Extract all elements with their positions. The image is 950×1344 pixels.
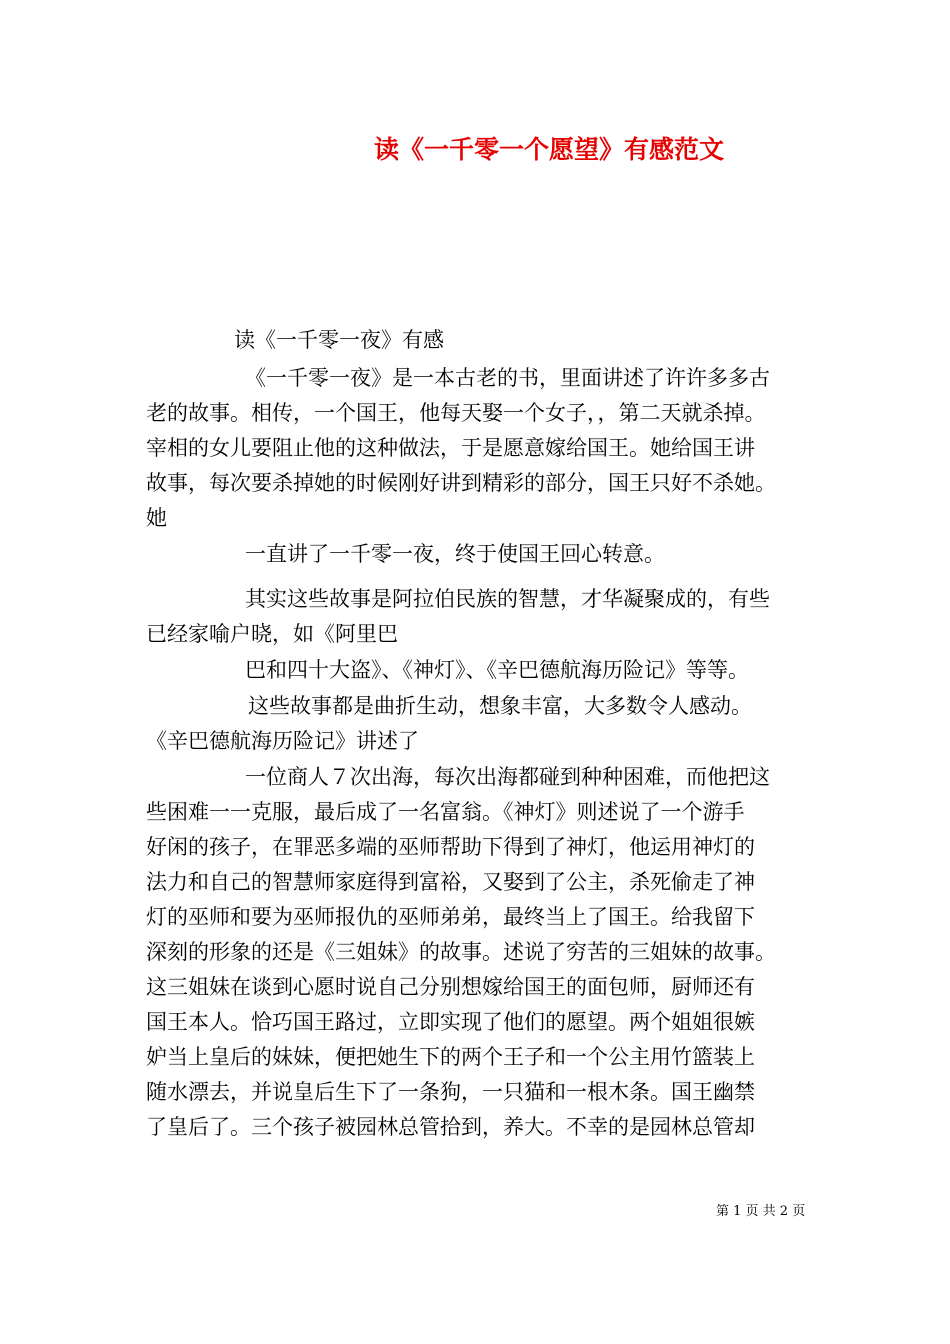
text-line: 宰相的女儿要阻止他的这种做法，于是愿意嫁给国王。她给国王讲 bbox=[146, 436, 755, 460]
text-line: 些困难一一克服，最后成了一名富翁。《神灯》则述说了一个游手 bbox=[146, 800, 745, 824]
document-title: 读《一千零一个愿望》有感范文 bbox=[374, 135, 725, 164]
text-line: 已经家喻户晓，如《阿里巴 bbox=[146, 622, 398, 646]
text-line: 国王本人。恰巧国王路过，立即实现了他们的愿望。两个姐姐很嫉 bbox=[146, 1010, 755, 1034]
text-line: 《辛巴德航海历险记》讲述了 bbox=[146, 729, 419, 753]
text-line: 老的故事。相传，一个国王，他每天娶一个女子，，第二天就杀掉。 bbox=[146, 401, 766, 425]
text-line: 一直讲了一千零一夜，终于使国王回心转意。 bbox=[245, 542, 665, 566]
text-line: 妒当上皇后的妹妹，便把她生下的两个王子和一个公主用竹篮装上 bbox=[146, 1045, 755, 1069]
text-line: 她 bbox=[146, 506, 167, 530]
text-line: 法力和自己的智慧师家庭得到富裕，又娶到了公主，杀死偷走了神 bbox=[146, 870, 755, 894]
essay-subtitle: 读《一千零一夜》有感 bbox=[234, 328, 444, 352]
text-line: 这三姐妹在谈到心愿时说自己分别想嫁给国王的面包师，厨师还有 bbox=[146, 975, 755, 999]
text-line: 了皇后了。三个孩子被园林总管拾到，养大。不幸的是园林总管却 bbox=[146, 1115, 755, 1139]
text-line: 《一千零一夜》是一本古老的书，里面讲述了许许多多古 bbox=[245, 366, 770, 390]
text-line: 其实这些故事是阿拉伯民族的智慧，才华凝聚成的，有些 bbox=[245, 587, 770, 611]
text-line: 一位商人７次出海，每次出海都碰到种种困难，而他把这 bbox=[245, 765, 770, 789]
text-line: 好闲的孩子，在罪恶多端的巫师帮助下得到了神灯，他运用神灯的 bbox=[146, 835, 755, 859]
text-line: 灯的巫师和要为巫师报仇的巫师弟弟，最终当上了国王。给我留下 bbox=[146, 905, 755, 929]
text-line: 故事，每次要杀掉她的时候刚好讲到精彩的部分，国王只好不杀她。 bbox=[146, 471, 776, 495]
text-line: 随水漂去，并说皇后生下了一条狗，一只猫和一根木条。国王幽禁 bbox=[146, 1080, 755, 1104]
page-number: 第 1 页 共 2 页 bbox=[716, 1204, 806, 1219]
text-line: 巴和四十大盗》、《神灯》、《辛巴德航海历险记》等等。 bbox=[245, 658, 749, 682]
text-line: 深刻的形象的还是《三姐妹》的故事。述说了穷苦的三姐妹的故事。 bbox=[146, 940, 776, 964]
text-line: 这些故事都是曲折生动，想象丰富，大多数令人感动。 bbox=[248, 694, 752, 718]
